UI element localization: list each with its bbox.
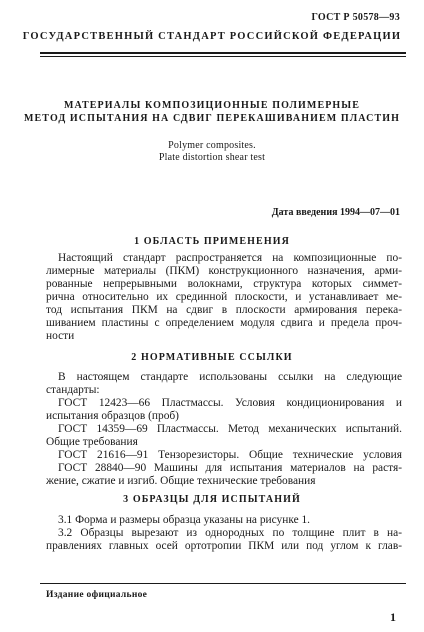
section-2-heading: 2 НОРМАТИВНЫЕ ССЫЛКИ: [131, 352, 293, 363]
title-ru-line-1: МАТЕРИАЛЫ КОМПОЗИЦИОННЫЕ ПОЛИМЕРНЫЕ: [64, 100, 360, 111]
section-2-line: ГОСТ 21616—91 Тензорезисторы. Общие технические условия: [58, 449, 402, 461]
edition-label: Издание официальное: [46, 590, 148, 600]
section-2-line: ГОСТ 14359—69 Пластмассы. Метод механических испытаний.: [58, 423, 402, 435]
introduction-date: Дата введения 1994—07—01: [271, 207, 400, 218]
section-2-line: Общие требования: [46, 436, 138, 448]
section-3-line: 3.1 Форма и размеры образца указаны на рисунке 1.: [58, 514, 311, 526]
section-3-heading: 3 ОБРАЗЦЫ ДЛЯ ИСПЫТАНИЙ: [123, 494, 301, 505]
document-number: ГОСТ Р 50578—93: [311, 12, 400, 23]
section-2-line: ГОСТ 28840—90 Машины для испытания материалов на растя-: [58, 462, 402, 474]
title-ru-line-2: МЕТОД ИСПЫТАНИЯ НА СДВИГ ПЕРЕКАШИВАНИЕМ ПЛАСТИН: [24, 113, 400, 124]
header-rule-thick: [40, 52, 406, 54]
section-2-line: испытания образцов (проб): [46, 410, 179, 422]
section-1-line: ности: [46, 330, 75, 342]
section-2-line: жение, сжатие и изгиб. Общие технические требования: [46, 475, 316, 487]
section-2-line: В настоящем стандарте использованы ссылки на следующие: [58, 371, 402, 383]
title-en-line-1: Polymer composites.: [168, 140, 256, 151]
section-1-line: Настоящий стандарт распространяется на композиционные по-: [58, 252, 402, 264]
section-1-line: рична относительно их срединной плоскости, и устанавливает ме-: [46, 291, 402, 303]
footer-rule: [40, 583, 406, 584]
section-1-line: рованные непрерывными волокнами, структура которых симмет-: [46, 278, 402, 290]
title-en-line-2: Plate distortion shear test: [158, 152, 266, 163]
standard-name: ГОСУДАРСТВЕННЫЙ СТАНДАРТ РОССИЙСКОЙ ФЕДЕРАЦИИ: [22, 31, 402, 42]
header-rule-thin: [40, 56, 406, 57]
page-number: 1: [390, 610, 396, 624]
section-2-line: ГОСТ 12423—66 Пластмассы. Условия кондиционирования и: [58, 397, 402, 409]
section-2-line: стандарты:: [46, 384, 100, 396]
section-1-line: лимерные материалы (ПКМ) конструкционного назначения, арми-: [46, 265, 402, 277]
section-3-line: правлениях главных осей ортотропии ПКМ или под углом к глав-: [46, 540, 402, 552]
section-1-line: шиванием пластины с определением модуля сдвига и предела проч-: [46, 317, 402, 329]
section-1-line: тод испытания ПКМ на сдвиг в плоскости армирования перека-: [46, 304, 402, 316]
section-1-heading: 1 ОБЛАСТЬ ПРИМЕНЕНИЯ: [134, 236, 290, 247]
section-3-line: 3.2 Образцы вырезают из однородных по толщине плит в на-: [58, 527, 402, 539]
